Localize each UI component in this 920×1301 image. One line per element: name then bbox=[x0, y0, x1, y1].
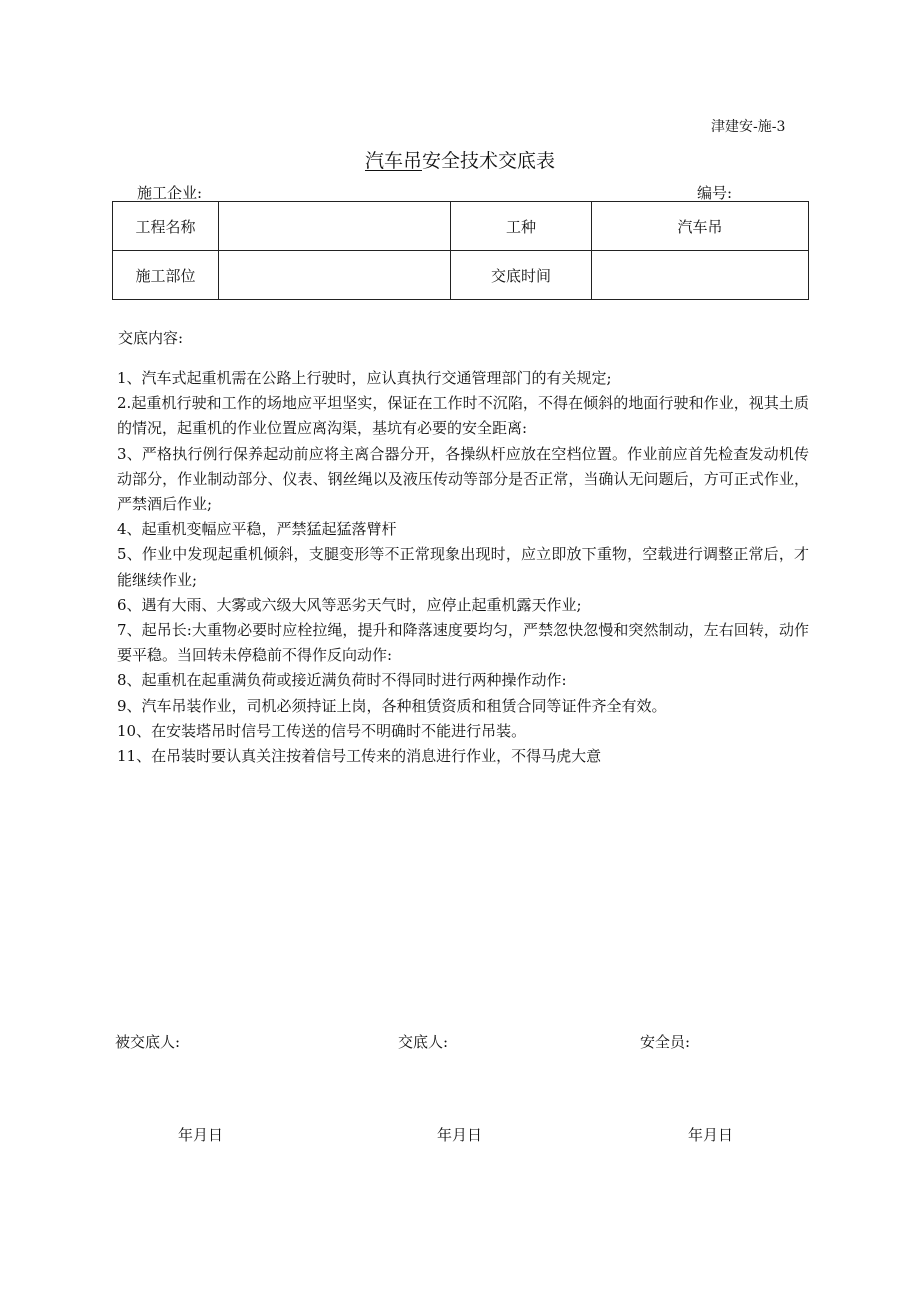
location-value bbox=[219, 251, 451, 300]
enterprise-label: 施工企业: bbox=[137, 184, 203, 202]
document-code: 津建安-施-3 bbox=[711, 119, 786, 135]
list-item: 10、在安装塔吊时信号工传送的信号不明确时不能进行吊装。 bbox=[117, 721, 527, 740]
project-name-value bbox=[219, 202, 451, 251]
briefing-time-value bbox=[592, 251, 809, 300]
list-item: 6、遇有大雨、大雾或六级大风等恶劣天气时，应停止起重机露天作业; bbox=[117, 595, 582, 614]
list-item: 8、起重机在起重满负荷或接近满负荷时不得同时进行两种操作动作: bbox=[117, 671, 567, 690]
work-type-value: 汽车吊 bbox=[592, 202, 809, 251]
safety-officer-date: 年月日 bbox=[688, 1126, 734, 1144]
list-item: 4、起重机变幅应平稳，严禁猛起猛落臂杆 bbox=[117, 520, 397, 539]
project-name-label: 工程名称 bbox=[113, 202, 219, 251]
title-rest-part: 安全技术交底表 bbox=[422, 150, 556, 172]
list-item: 2.起重机行驶和工作的场地应平坦坚实，保证在工作时不沉陷，不得在倾斜的地面行驶和作业，视其土质的情况，起重机的作业位置应离沟渠，基坑有必要的安全距离: bbox=[117, 394, 809, 438]
info-table bbox=[112, 201, 809, 300]
content-list bbox=[117, 366, 809, 769]
briefer-date: 年月日 bbox=[437, 1126, 483, 1144]
title-underlined-part: 汽车吊 bbox=[364, 150, 422, 172]
list-item: 11、在吊装时要认真关注按着信号工传来的消息进行作业，不得马虎大意 bbox=[117, 747, 602, 766]
number-label: 编号: bbox=[697, 184, 733, 202]
page-title bbox=[0, 146, 920, 173]
work-type-label: 工种 bbox=[451, 202, 592, 251]
location-label: 施工部位 bbox=[113, 251, 219, 300]
briefing-time-label: 交底时间 bbox=[451, 251, 592, 300]
briefer-signature-label: 交底人: bbox=[398, 1033, 449, 1051]
recipient-signature-label: 被交底人: bbox=[115, 1033, 181, 1051]
info-row-2 bbox=[113, 251, 809, 300]
list-item: 9、汽车吊装作业，司机必须持证上岗，各种租赁资质和租赁合同等证件齐全有效。 bbox=[117, 696, 667, 715]
info-row-1 bbox=[113, 202, 809, 251]
content-label: 交底内容: bbox=[118, 329, 184, 347]
safety-officer-signature-label: 安全员: bbox=[640, 1033, 691, 1051]
list-item: 1、汽车式起重机需在公路上行驶时，应认真执行交通管理部门的有关规定; bbox=[117, 369, 612, 387]
list-item: 5、作业中发现起重机倾斜，支腿变形等不正常现象出现时，应立即放下重物，空载进行调整正常后，才能继续作业; bbox=[117, 545, 809, 589]
list-item: 3、严格执行例行保养起动前应将主离合器分开，各操纵杆应放在空档位置。作业前应首先检查发动机传动部分，作业制动部分、仪表、钢丝绳以及液压传动等部分是否正常，当确认无问题后，方可正式作业，严禁酒后作业; bbox=[117, 444, 809, 514]
recipient-date: 年月日 bbox=[178, 1126, 224, 1144]
list-item: 7、起吊长:大重物必要时应栓拉绳，提升和降落速度要均匀，严禁忽快忽慢和突然制动，左右回转，动作要平稳。当回转未停稳前不得作反向动作: bbox=[117, 621, 809, 665]
